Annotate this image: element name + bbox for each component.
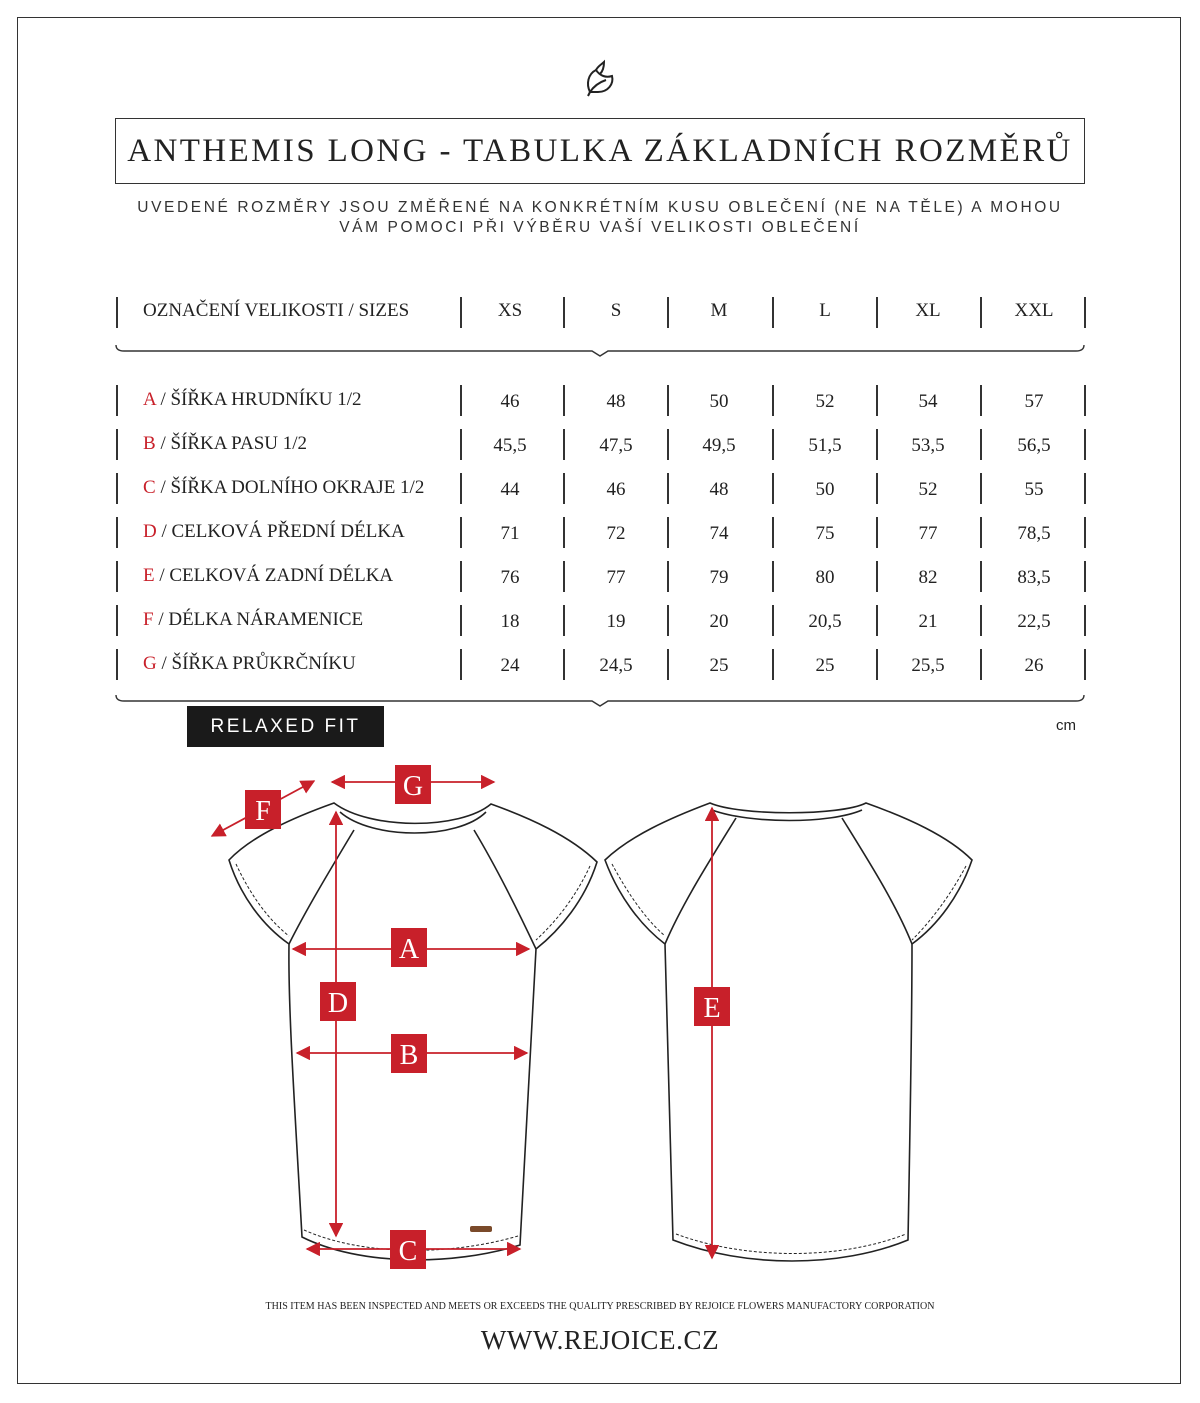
table-cell: 22,5 xyxy=(1017,611,1051,632)
row-label-text: / DÉLKA NÁRAMENICE xyxy=(153,609,364,630)
table-cell: 49,5 xyxy=(702,435,736,456)
row-code: A xyxy=(143,389,156,410)
table-cell: 80 xyxy=(815,567,835,588)
row-label-text: / ŠÍŘKA PRŮKRČNÍKU xyxy=(156,653,356,674)
subtitle-line-2: VÁM POMOCI PŘI VÝBĚRU VAŠÍ VELIKOSTI OBLEČENÍ xyxy=(339,219,861,236)
back-outline xyxy=(605,803,972,1261)
row-code: G xyxy=(143,653,157,674)
table-cell: 51,5 xyxy=(808,435,842,456)
header-divider xyxy=(460,297,462,328)
table-cell: 24 xyxy=(500,655,520,676)
back-right-raglan xyxy=(842,818,912,944)
header-divider xyxy=(876,297,878,328)
size-header-xl: XL xyxy=(915,300,941,321)
table-cell: 72 xyxy=(606,523,626,544)
label-c: C xyxy=(398,1236,418,1267)
size-header-xxl: XXL xyxy=(1014,300,1054,321)
size-header-s: S xyxy=(610,300,622,321)
row-label-text: / ŠÍŘKA HRUDNÍKU 1/2 xyxy=(155,389,362,410)
table-cell: 71 xyxy=(500,523,520,544)
row-code: B xyxy=(143,433,156,454)
row-label-text: / ŠÍŘKA DOLNÍHO OKRAJE 1/2 xyxy=(155,477,425,498)
table-cell: 25,5 xyxy=(911,655,945,676)
size-header-l: L xyxy=(819,300,831,321)
label-b: B xyxy=(399,1040,419,1071)
row-label-text: / CELKOVÁ PŘEDNÍ DÉLKA xyxy=(156,521,405,542)
header-bracket xyxy=(116,345,1084,356)
table-cell: 46 xyxy=(500,391,520,412)
table-cell: 82 xyxy=(918,567,938,588)
table-cell: 25 xyxy=(815,655,835,676)
front-neckline-inner xyxy=(340,812,486,833)
back-hem-line xyxy=(676,1234,906,1254)
front-right-sleeve-hem xyxy=(536,866,590,940)
table-cell: 19 xyxy=(606,611,626,632)
front-left-raglan xyxy=(289,830,354,944)
row-label-text: / ŠÍŘKA PASU 1/2 xyxy=(155,433,308,454)
back-right-sleeve-hem xyxy=(912,866,966,940)
front-left-sleeve-hem xyxy=(236,864,289,936)
table-cell: 77 xyxy=(918,523,938,544)
row-code: D xyxy=(143,521,157,542)
table-cell: 75 xyxy=(815,523,835,544)
table-cell: 76 xyxy=(500,567,520,588)
garment-diagram xyxy=(0,760,1200,1290)
table-cell: 20,5 xyxy=(808,611,842,632)
table-bottom-bracket xyxy=(116,695,1084,706)
table-cell: 77 xyxy=(606,567,626,588)
header-divider xyxy=(563,297,565,328)
table-cell: 47,5 xyxy=(599,435,633,456)
header-divider xyxy=(1084,297,1086,328)
table-cell: 55 xyxy=(1024,479,1044,500)
header-divider xyxy=(980,297,982,328)
header-divider xyxy=(772,297,774,328)
table-cell: 83,5 xyxy=(1017,567,1051,588)
table-cell: 45,5 xyxy=(493,435,527,456)
fit-label: RELAXED FIT xyxy=(210,715,361,737)
table-cell: 26 xyxy=(1024,655,1044,676)
label-a: A xyxy=(398,934,420,965)
table-cell: 56,5 xyxy=(1017,435,1051,456)
unit-label: cm xyxy=(1056,717,1076,734)
table-cell: 21 xyxy=(918,611,938,632)
subtitle xyxy=(100,198,1100,238)
size-header-m: M xyxy=(710,300,728,321)
table-cell: 25 xyxy=(709,655,729,676)
front-outline xyxy=(229,803,597,1260)
back-garment xyxy=(605,803,972,1261)
label-f: F xyxy=(255,796,271,827)
subtitle-line-1: UVEDENÉ ROZMĚRY JSOU ZMĚŘENÉ NA KONKRÉTNÍM KUSU OBLEČENÍ (NE NA TĚLE) A MOHOU xyxy=(137,199,1063,216)
front-right-raglan xyxy=(474,830,536,949)
website-link[interactable]: WWW.REJOICE.CZ xyxy=(480,1325,720,1355)
table-cell: 74 xyxy=(709,523,729,544)
flower-bud-icon xyxy=(582,58,618,98)
front-garment xyxy=(229,803,597,1260)
label-e: E xyxy=(703,993,721,1024)
label-d: D xyxy=(327,988,349,1019)
row-label-text: / CELKOVÁ ZADNÍ DÉLKA xyxy=(154,565,394,586)
table-brackets xyxy=(0,330,1200,750)
page-title: ANTHEMIS LONG - TABULKA ZÁKLADNÍCH ROZMĚRŮ xyxy=(127,132,1073,169)
table-cell: 46 xyxy=(606,479,626,500)
table-cell: 48 xyxy=(606,391,626,412)
table-cell: 57 xyxy=(1024,391,1044,412)
header-divider xyxy=(667,297,669,328)
title-box xyxy=(115,118,1085,184)
front-tag xyxy=(470,1226,492,1232)
table-cell: 53,5 xyxy=(911,435,945,456)
table-cell: 50 xyxy=(815,479,835,500)
label-g: G xyxy=(402,771,424,802)
size-header-xs: XS xyxy=(497,300,523,321)
row-code: F xyxy=(143,609,154,630)
row-code: C xyxy=(143,477,156,498)
fit-badge xyxy=(187,706,384,747)
table-cell: 50 xyxy=(709,391,729,412)
table-cell: 24,5 xyxy=(599,655,633,676)
table-cell: 44 xyxy=(500,479,520,500)
size-header-label: OZNAČENÍ VELIKOSTI / SIZES xyxy=(143,300,410,321)
table-cell: 48 xyxy=(709,479,729,500)
table-cell: 52 xyxy=(815,391,835,412)
table-cell: 79 xyxy=(709,567,729,588)
header-divider xyxy=(116,297,118,328)
back-left-sleeve-hem xyxy=(612,864,665,936)
quality-note: THIS ITEM HAS BEEN INSPECTED AND MEETS OR EXCEEDS THE QUALITY PRESCRIBED BY REJOICE FLOWERS MANUFACTORY CORPORATION xyxy=(265,1301,935,1312)
table-cell: 54 xyxy=(918,391,938,412)
back-left-raglan xyxy=(665,818,736,944)
table-cell: 52 xyxy=(918,479,938,500)
row-code: E xyxy=(143,565,155,586)
table-cell: 78,5 xyxy=(1017,523,1051,544)
table-cell: 20 xyxy=(709,611,729,632)
table-cell: 18 xyxy=(500,611,520,632)
